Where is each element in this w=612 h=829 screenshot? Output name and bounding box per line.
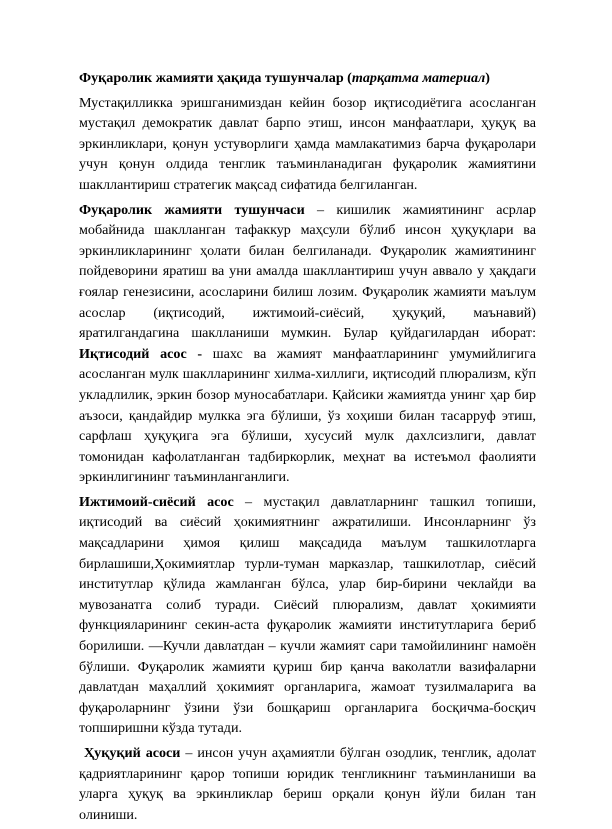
- socio-political-basis-term: Ижтимоий-сиёсий асос: [79, 493, 234, 510]
- legal-basis-paragraph: [79, 743, 536, 825]
- title-italic-note: тарқатма материал: [351, 70, 486, 86]
- socio-political-basis-text: – мустақил давлатларнинг ташкил топиши, иқтисодий ва сиёсий ҳокимиятнинг ажратилиши. Инсонларнинг ўз мақсадларини ҳимоя қилиш мақсадида маълум ташкилотларга бирлашиши,Ҳокимиятлар турли-туман марказлар, ташкилотлар, сиёсий институтлар қўлида жамланган бўлса, улар бир-бирини чеклайди ва мувозанатга солиб туради. Сиёсий плюрализм, давлат ҳокимияти функцияларининг секин-аста фуқаролик жамияти институтларига бериб борилиши. ―Кучли давлатдан – кучли жамият сари тамойилининг намоён бўлиши. Фуқаролик жамияти қуриш бир қанча ваколатли вазифаларни давлатдан маҳаллий ҳокимият органларига, жамоат тузилмаларига ва фуқароларнинг ўзини ўзи бошқариш органларига босқичма-босқич топширишни кўзда тутади.: [79, 493, 536, 737]
- title-text: Фуқаролик жамияти ҳақида тушунчалар (: [79, 70, 352, 86]
- document-title: [79, 68, 536, 89]
- intro-paragraph: Мустақилликка эришганимиздан кейин бозор иқтисодиётига асосланган мустақил демократик давлат барпо этиш, инсон манфаатлари, ҳуқуқ ва эркинликлари, қонун устуворлиги ҳамда мамлакатимиз барча фуқаролари учун қонун олдида тенглик таъминланадиган фуқаролик жамиятини шакллантириш стратегик мақсад сифатида белгиланган.: [79, 94, 536, 193]
- economic-basis-text: шахс ва жамият манфаатларининг умумийлигига асосланган мулк шаклларининг хилма-хиллиги, иқтисодий плюрализм, кўп укладлилик, эркин бозор муносабатлари. Қайсики жамиятда унинг ҳар бир аъзоси, қандайдир мулкка эга бўлиши, ўз хоҳиши билан тасарруф этиш, сарфлаш ҳуқуқига эга бўлиши, хусусий мулк дахлсизлиги, давлат томонидан кафолатланган тадбиркорлик, меҳнат ва истеъмол фаолияти эркинлигининг таъминланганлиги.: [79, 345, 536, 486]
- economic-basis-term: Иқтисодий асос -: [79, 345, 203, 362]
- civil-society-concept-paragraph: [79, 200, 536, 488]
- legal-basis-text: – инсон учун аҳамиятли бўлган озодлик, тенглик, адолат қадриятларининг қарор топиши юридик тенгликнинг таъминланиши ва уларга ҳуқуқ ва эркинликлар бериш орқали қонун йўли билан тан олиниши.: [79, 745, 536, 823]
- title-close-paren: ): [485, 70, 490, 86]
- legal-basis-term: Ҳуқуқий асоси: [84, 745, 181, 761]
- civil-society-concept-term: Фуқаролик жамияти тушунчаси: [79, 201, 305, 218]
- socio-political-basis-paragraph: [79, 492, 536, 739]
- civil-society-concept-text: – кишилик жамиятининг асрлар мобайнида шаклланган тафаккур маҳсули бўлиб инсон ҳуқуқлари ва эркинликларининг ҳолати билан белгиланади. Фуқаролик жамиятининг пойдеворини яратиш ва уни амалда шакллантириш учун аввало у ҳақдаги ғоялар генезисини, асосларини билиш лозим. Фуқаролик жамияти маълум асослар (иқтисодий, ижтимоий-сиёсий, ҳуқуқий, маънавий) яратилгандагина шаклланиши мумкин. Булар қуйдагилардан иборат:: [79, 201, 537, 342]
- document-page: [79, 68, 536, 829]
